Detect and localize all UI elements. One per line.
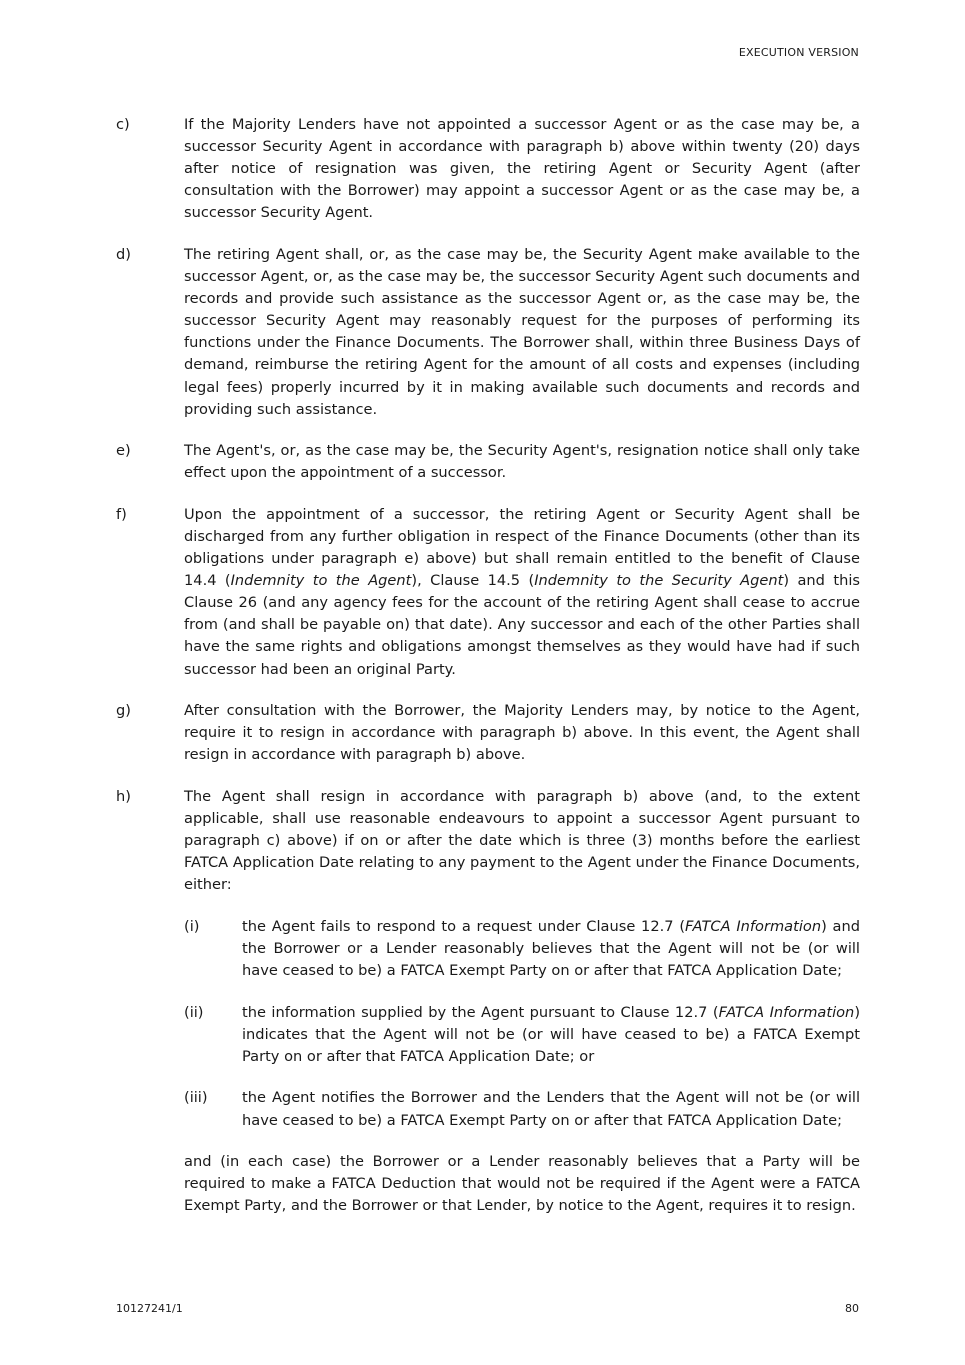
clause-reference-title: FATCA Information	[685, 917, 822, 935]
clause-text-segment: ), Clause 14.5 (	[411, 572, 535, 590]
clause-reference-title: Indemnity to the Agent	[230, 572, 412, 590]
sub-clause-iii	[184, 1087, 860, 1131]
clause-number: g)	[116, 702, 131, 720]
clause-text-segment: Upon the appointment of a successor, the retiring Agent or Security Agent shall be discharged from any further obligation in respect of the Finance Documents (other than its obligations under paragraph e) above) but shall remain entitled to the benefit of Clause 14.4 (	[184, 505, 860, 590]
clause-text	[184, 504, 860, 681]
sub-clause-ii	[184, 1002, 860, 1068]
clause-number: f)	[116, 505, 127, 523]
clause-reference-title: Indemnity to the Security Agent	[534, 572, 784, 590]
clause-text-segment: the Agent fails to respond to a request under Clause 12.7 (	[242, 917, 686, 935]
clause-reference-title: FATCA Information	[718, 1003, 855, 1021]
sub-clause-text	[242, 916, 860, 982]
document-reference: 10127241/1	[116, 1302, 183, 1315]
clause-c	[116, 114, 860, 224]
clause-number: c)	[116, 116, 130, 133]
clause-h	[116, 786, 860, 1218]
sub-clause-i	[184, 916, 860, 982]
page-number: 80	[845, 1302, 859, 1315]
document-body	[116, 114, 860, 1237]
sub-clause-number: (i)	[184, 917, 200, 935]
clause-number: e)	[116, 442, 131, 460]
sub-clause-text	[242, 1002, 860, 1068]
clause-d	[116, 244, 860, 421]
sub-clause-number: (ii)	[184, 1003, 204, 1021]
clause-text-segment: ) and this Clause 26 (and any agency fees for the account of the retiring Agent shall cease to accrue from (and shall be payable on) that date). Any successor and each of the other Parties shall have the same rights and obligations amongst themselves as they would have had if such successor had been an original Party.	[184, 572, 860, 678]
version-header: EXECUTION VERSION	[738, 46, 859, 59]
clause-text: The Agent shall resign in accordance with paragraph b) above (and, to the extent applicable, shall use reasonable endeavours to appoint a successor Agent pursuant to paragraph c) above) if on or after the date which is three (3) months before the earliest FATCA Application Date relating to any payment to the Agent under the Finance Documents, either:	[184, 787, 860, 894]
clause-text: The Agent's, or, as the case may be, the Security Agent's, resignation notice shall only take effect upon the appointment of a successor.	[184, 442, 860, 482]
clause-number: d)	[116, 245, 131, 263]
clause-e	[116, 440, 860, 484]
clause-text-segment: ) indicates that the Agent will not be (or will have ceased to be) a FATCA Exempt Party on or after that FATCA Application Date; or	[242, 1003, 861, 1065]
clause-f	[116, 504, 860, 681]
clause-number: h)	[116, 787, 131, 805]
clause-closing-text: and (in each case) the Borrower or a Lender reasonably believes that a Party will be required to make a FATCA Deduction that would not be required if the Agent were a FATCA Exempt Party, and the Borrower or that Lender, by notice to the Agent, requires it to resign.	[184, 1153, 860, 1215]
clause-text: After consultation with the Borrower, the Majority Lenders may, by notice to the Agent, require it to resign in accordance with paragraph b) above. In this event, the Agent shall resign in accordance with paragraph b) above.	[184, 702, 860, 764]
clause-text: If the Majority Lenders have not appointed a successor Agent or as the case may be, a successor Security Agent in accordance with paragraph b) above within twenty (20) days after notice of resignation was given, the retiring Agent or Security Agent (after consultation with the Borrower) may appoint a successor Agent or as the case may be, a successor Security Agent.	[184, 116, 860, 222]
clause-g	[116, 700, 860, 766]
clause-text-segment: the information supplied by the Agent pursuant to Clause 12.7 (	[242, 1003, 719, 1021]
clause-text-segment: ) and the Borrower or a Lender reasonably believes that the Agent will not be (or will have ceased to be) a FATCA Exempt Party on or after that FATCA Application Date;	[242, 917, 860, 980]
sub-clause-number: (iii)	[184, 1089, 208, 1107]
clause-text: The retiring Agent shall, or, as the case may be, the Security Agent make available to the successor Agent, or, as the case may be, the successor Security Agent such documents and records and provide such assistance as the successor Agent or, as the case may be, the successor Security Agent may reasonably request for the purposes of performing its functions under the Finance Documents. The Borrower shall, within three Business Days of demand, reimburse the retiring Agent for the amount of all costs and expenses (including legal fees) properly incurred by it in making available such documents and records and providing such assistance.	[184, 245, 860, 418]
clause-body	[184, 786, 860, 1218]
sub-clause-text: the Agent notifies the Borrower and the Lenders that the Agent will not be (or will have ceased to be) a FATCA Exempt Party on or after that FATCA Application Date;	[242, 1089, 860, 1129]
